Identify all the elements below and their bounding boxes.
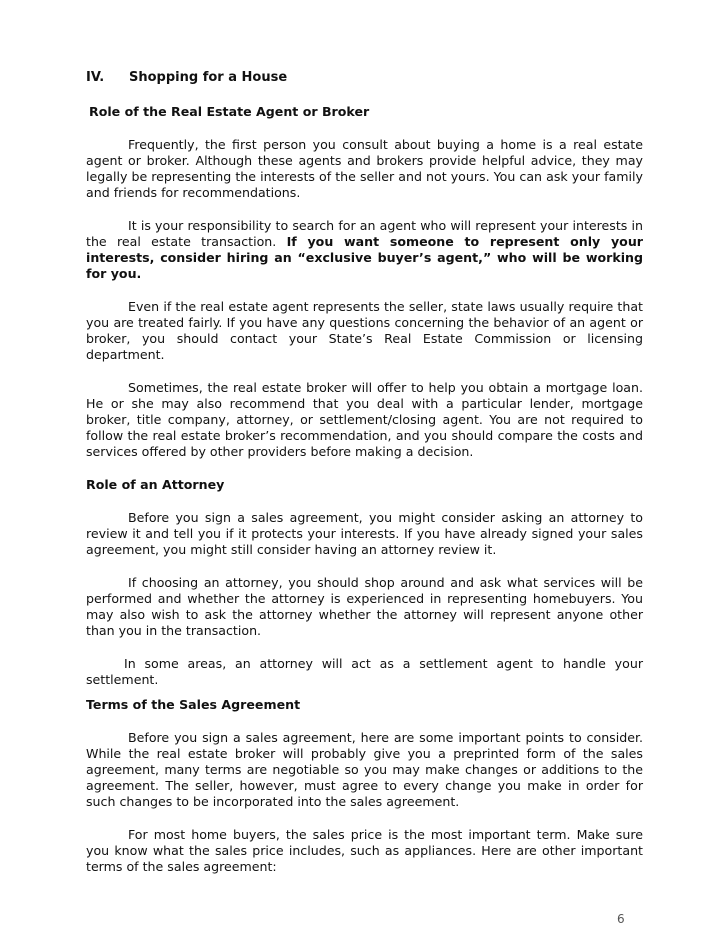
section-heading (86, 70, 643, 88)
agent-paragraph-4: Sometimes, the real estate broker will offer to help you obtain a mortgage loan. He or she may also recommend that you deal with a particular lender, mortgage broker, title company, attorney, or settlement/closing agent. You are not required to follow the real estate broker’s recommendation, and you should compare the costs and services offered by other providers before making a decision. (86, 380, 643, 459)
terms-heading: Terms of the Sales Agreement (86, 697, 301, 712)
terms-paragraph-2: For most home buyers, the sales price is the most important term. Make sure you know what the sales price includes, such as appliances. Here are other important terms of the sales agreement: (86, 827, 643, 874)
agent-paragraph-3: Even if the real estate agent represents the seller, state laws usually require that you are treated fairly. If you have any questions concerning the behavior of an agent or broker, you should contact your State’s Real Estate Commission or licensing department. (86, 299, 643, 362)
attorney-paragraph-1: Before you sign a sales agreement, you might consider asking an attorney to review it and tell you if it protects your interests. If you have already signed your sales agreement, you might still consider having an attorney review it. (86, 510, 643, 557)
terms-paragraph-1: Before you sign a sales agreement, here are some important points to consider. While the real estate broker will probably give you a preprinted form of the sales agreement, many terms are negotiable so you may make changes or additions to the agreement. The seller, however, must agree to every change you make in order for such changes to be incorporated into the sales agreement. (86, 730, 643, 809)
page-number: 6 (617, 912, 625, 926)
page-body (86, 64, 643, 875)
attorney-paragraph-3: In some areas, an attorney will act as a settlement agent to handle your settlement. (86, 656, 643, 687)
agent-paragraph-2 (86, 218, 643, 282)
attorney-paragraph-2: If choosing an attorney, you should shop around and ask what services will be performed and whether the attorney is experienced in representing homebuyers. You may also wish to ask the attorney whether the attorney will represent anyone other than you in the transaction. (86, 575, 643, 638)
agent-paragraph-2-text: It is your responsibility to search for an agent who will represent your interests in the real estate transaction. (86, 218, 643, 249)
agent-paragraph-1: Frequently, the first person you consult about buying a home is a real estate agent or broker. Although these agents and brokers provide helpful advice, they may legally be representing the interests of the seller and not yours. You can ask your family and friends for recommendations. (86, 137, 643, 200)
agent-paragraph-2-emphasis: If you want someone to represent only your interests, consider hiring an “exclusive buyer’s agent,” who will be working for you. (86, 234, 643, 281)
section-title: Shopping for a House (129, 70, 288, 85)
section-number: IV. (86, 70, 105, 85)
attorney-heading: Role of an Attorney (86, 477, 225, 492)
agent-heading: Role of the Real Estate Agent or Broker (89, 104, 370, 119)
